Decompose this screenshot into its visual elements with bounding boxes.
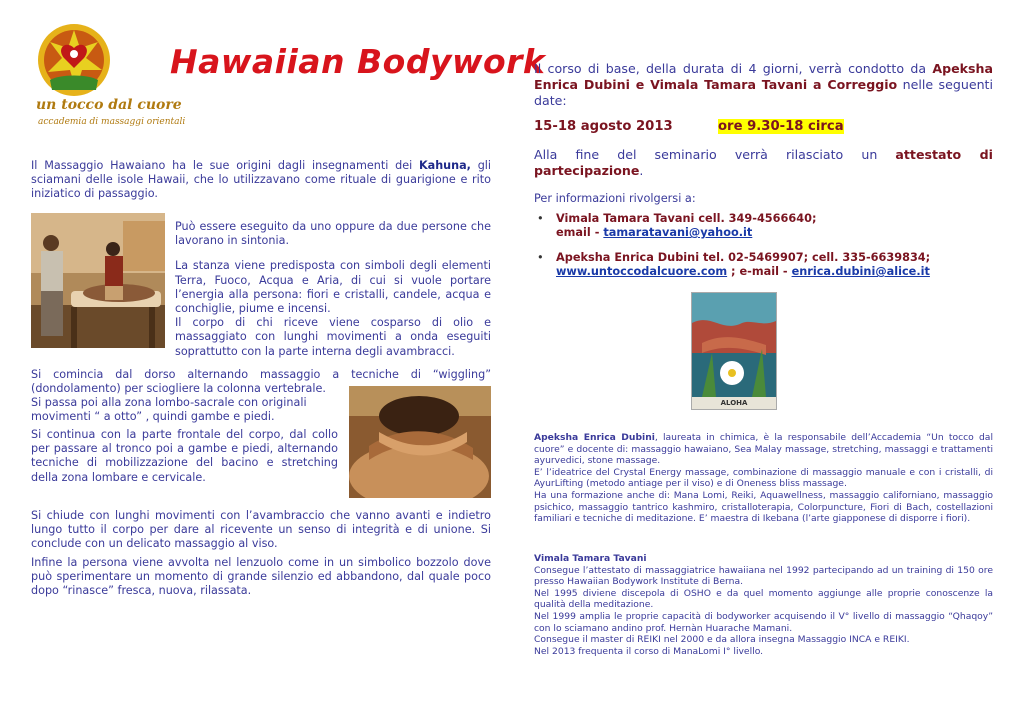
cert-text: Alla fine del seminario verrà rilasciato un [534,147,896,162]
bio-apeksha [534,432,993,525]
intro-text: Il Massaggio Hawaiano ha le sue origini dagli insegnamenti dei [31,159,419,172]
bio1-name: Apeksha Enrica Dubini [534,432,655,443]
bio1-text: , laureata in chimica, è la responsabile dell’Accademia “Un tocco dal cuore” e docente di: massaggio hawaiano, Sea Malay massage, stretching, massaggi e trattamenti ayurvedici, stone massage. E’ l’ideatrice del Crystal Energy massage, combinazione di massaggio manuale e con i cristalli, di AyurLifting (metodo antiage per il viso) e di Oneness bliss massage. Ha una formazione anche di: Mana Lomi, Reiki, Aquawellness, massaggio californiano, massaggio psichico, massaggio tantrico kashmiro, cristalloterapia, Colorpuncture, Fiori di Bach, costellazioni familiari e tecniche di meditazione. E’ maestra di Ikebana (l’arte giapponese di disporre i fiori). [534,432,993,525]
course-paragraph [534,61,993,109]
course-dates: 15-18 agosto 2013 [534,119,673,134]
contact2-sep: ; e-mail - [727,265,792,278]
contact1-email-link[interactable]: tamaratavani@yahoo.it [603,226,753,239]
contact-list [534,212,993,290]
cert-bold: attestato di partecipazione [534,147,993,178]
brand-name: un tocco dal cuore [36,97,182,113]
course-teachers: Apeksha Enrica Dubini e Vimala Tamara Tavani a Correggio [534,61,993,92]
page-title: Hawaiian Bodywork [170,42,546,81]
info-intro: Per informazioni rivolgersi a: [534,192,696,205]
bio-vimala [534,553,993,657]
cert-end: . [639,163,644,178]
paragraph-p2: La stanza viene predisposta con simboli degli elementi Terra, Fuoco, Acqua e Aria, di cui si vuole portare l’energia alla persona: fiori e cristalli, candele, acqua e conchiglie, piume e incensi. [175,259,491,316]
forearm-massage-photo [349,386,491,498]
paragraph-p4-line1: Si comincia dal dorso alternando massaggio a tecniche di “wiggling” [31,368,491,381]
paragraph-p5: Si continua con la parte frontale del corpo, dal collo per passare al tronco poi a gambe e piedi, alternando tecniche di mobilizzazione del bacino e stretching della zona lombare e cervicale. [31,428,338,484]
brand-tagline: accademia di massaggi orientali [38,117,186,127]
paragraph-p1: Può essere eseguito da uno oppure da due persone che lavorano in sintonia. [175,220,491,248]
contact-item-apeksha [534,251,993,279]
paragraph-p7: Infine la persona viene avvolta nel lenzuolo come in un simbolico bozzolo dove può sperimentare un momento di grande silenzio ed abbandono, dal quale poco dopo “rinasce” fresca, nuova, rilassata. [31,556,491,598]
contact2-phone: Apeksha Enrica Dubini tel. 02-5469907; cell. 335-6639834; [556,251,931,264]
course-text-end: nelle seguenti date: [534,77,993,108]
paragraph-p3: Il corpo di chi riceve viene cosparso di olio e massaggiato con lunghi movimenti a onda eseguiti soprattutto con la parte interna degli avambracci. [175,316,491,358]
intro-kahuna: Kahuna, [418,159,471,172]
paragraph-p4-rest: (dondolamento) per sciogliere la colonna vertebrale. Si passa poi alla zona lombo-sacrale con originali movimenti “ a otto” , quindi gambe e piedi. [31,382,326,424]
intro-paragraph [31,159,491,202]
course-hours: ore 9.30-18 circa [718,119,844,134]
bio2-text: Consegue l’attestato di massaggiatrice hawaiiana nel 1992 partecipando ad un training di 150 ore presso Hawaiian Bodywork Institute di Berna. Nel 1995 diviene discepola di OSHO e da quel momento aggiunge alle proprie conoscenze la qualità della meditazione. Nel 1999 amplia le proprie capacità di bodyworker acquisendo il V° livello di massaggio “Qhaqoy” con lo sciamano andino prof. Hernàn Huarache Mamani. Consegue il master di REIKI nel 2000 e da allora insegna Massaggio INCA e REIKI. Nel 2013 frequenta il corso di ManaLomi I° livello. [534,564,993,657]
card-label: ALOHA [720,399,748,407]
website-link[interactable]: www.untoccodalcuore.com [556,265,728,278]
aloha-hands-flower-card [691,292,777,410]
photo1-text-block [175,220,491,359]
intro-text-end: gli sciamani delle isole Hawaii, che lo utilizzavano come rituale di guarigione e rito iniziatico di passaggio. [31,159,492,201]
mandala-heart-logo-icon [36,18,156,100]
contact-item-vimala [534,212,993,240]
bio2-name: Vimala Tamara Tavani [534,553,647,564]
course-text: Il corso di base, della durata di 4 giorni, verrà condotto da [534,61,933,76]
paragraph-p6: Si chiude con lunghi movimenti con l’avambraccio che vanno avanti e indietro lungo tutto il corpo per dare al ricevente un senso di integrità e di unione. Si conclude con un delicato massaggio al viso. [31,509,491,551]
certificate-line [534,147,993,179]
contact1-email-label: email - [556,226,604,239]
two-therapists-massage-photo [31,213,165,348]
contact1-phone: Vimala Tamara Tavani cell. 349-4566640; [556,212,817,225]
contact2-email-link[interactable]: enrica.dubini@alice.it [791,265,930,278]
